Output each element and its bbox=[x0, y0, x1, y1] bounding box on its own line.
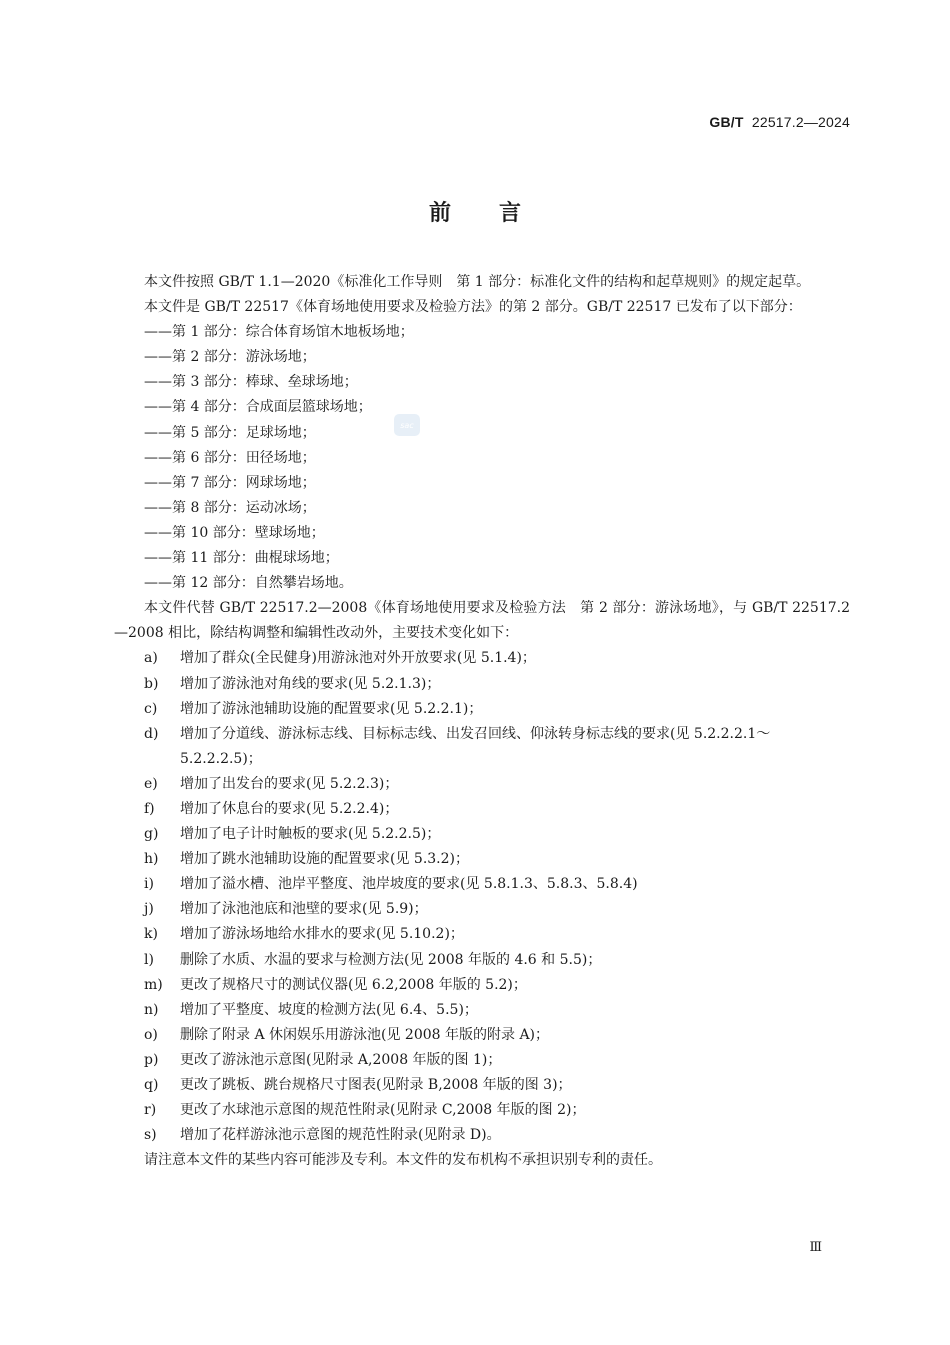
change-item-text: 删除了附录 A 休闲娱乐用游泳池(见 2008 年版的附录 A)； bbox=[180, 1026, 550, 1043]
parts-list-item: ——第 12 部分：自然攀岩场地。 bbox=[144, 575, 353, 592]
change-item-text: 增加了出发台的要求(见 5.2.2.3)； bbox=[180, 775, 399, 792]
parts-list-item: ——第 4 部分：合成面层篮球场地； bbox=[144, 399, 372, 416]
parts-list-item: ——第 10 部分：壁球场地； bbox=[144, 524, 325, 541]
change-item bbox=[114, 847, 850, 872]
change-item-text: 更改了游泳池示意图(见附录 A,2008 年版的图 1)； bbox=[180, 1051, 502, 1068]
parts-list-item: ——第 5 部分：足球场地； bbox=[144, 424, 316, 441]
change-item-text: 增加了电子计时触板的要求(见 5.2.2.5)； bbox=[180, 826, 441, 843]
standard-number: 22517.2—2024 bbox=[751, 114, 850, 130]
page-title: 前言 bbox=[428, 201, 569, 226]
change-item-label: a) bbox=[144, 650, 158, 667]
change-item bbox=[114, 948, 850, 973]
change-item-text: 增加了游泳池辅助设施的配置要求(见 5.2.2.1)； bbox=[180, 700, 483, 717]
change-item-text: 删除了水质、水温的要求与检测方法(见 2008 年版的 4.6 和 5.5)； bbox=[180, 951, 602, 968]
watermark-logo: sac bbox=[394, 414, 420, 436]
change-item-label: g) bbox=[144, 826, 159, 843]
change-item bbox=[114, 646, 850, 671]
change-item-text: 增加了分道线、游泳标志线、目标标志线、出发召回线、仰泳转身标志线的要求(见 5.2.2.2.1～5.2.2.2.5)； bbox=[180, 725, 771, 767]
parts-list-item: ——第 1 部分：综合体育场馆木地板场地； bbox=[144, 324, 414, 341]
change-item-label: j) bbox=[144, 901, 154, 918]
change-item bbox=[114, 922, 850, 947]
parts-list-item: ——第 6 部分：田径场地； bbox=[144, 449, 316, 466]
intro-paragraph-1: 本文件按照 GB/T 1.1—2020《标准化工作导则 第 1 部分：标准化文件的结构和起草规则》的规定起草。 bbox=[144, 274, 811, 290]
change-item-text: 更改了跳板、跳台规格尺寸图表(见附录 B,2008 年版的图 3)； bbox=[180, 1077, 572, 1093]
change-item bbox=[114, 1023, 850, 1048]
change-item-label: c) bbox=[144, 700, 158, 717]
change-item bbox=[114, 1123, 850, 1148]
change-item-label: s) bbox=[144, 1127, 157, 1144]
patent-notice: 请注意本文件的某些内容可能涉及专利。本文件的发布机构不承担识别专利的责任。 bbox=[144, 1152, 662, 1169]
parts-list-item: ——第 11 部分：曲棍球场地； bbox=[144, 550, 339, 567]
change-item bbox=[114, 772, 850, 797]
change-item-label: e) bbox=[144, 775, 158, 792]
change-item-label: d) bbox=[144, 725, 159, 742]
change-item-label: h) bbox=[144, 851, 159, 868]
change-item bbox=[114, 897, 850, 922]
change-item-text: 更改了规格尺寸的测试仪器(见 6.2,2008 年版的 5.2)； bbox=[180, 976, 527, 993]
change-item bbox=[114, 973, 850, 998]
change-item-label: o) bbox=[144, 1026, 158, 1043]
change-item-label: b) bbox=[144, 675, 159, 692]
parts-list-item: ——第 7 部分：网球场地； bbox=[144, 474, 316, 491]
change-item bbox=[114, 797, 850, 822]
change-item-text: 增加了花样游泳池示意图的规范性附录(见附录 D)。 bbox=[180, 1127, 501, 1144]
change-item-text: 增加了群众(全民健身)用游泳池对外开放要求(见 5.1.4)； bbox=[180, 650, 536, 667]
change-item bbox=[114, 1048, 850, 1073]
change-item-label: k) bbox=[144, 926, 158, 943]
change-item bbox=[114, 697, 850, 722]
change-item bbox=[114, 872, 850, 897]
parts-list-item: ——第 3 部分：棒球、垒球场地； bbox=[144, 374, 358, 391]
document-body bbox=[114, 270, 850, 1173]
change-item bbox=[114, 1098, 850, 1123]
change-item-label: f) bbox=[144, 800, 155, 817]
change-item-text: 增加了泳池池底和池壁的要求(见 5.9)； bbox=[180, 901, 428, 918]
change-item-label: r) bbox=[144, 1102, 157, 1119]
parts-list bbox=[114, 320, 850, 596]
change-item-label: m) bbox=[144, 976, 163, 993]
change-item bbox=[114, 822, 850, 847]
parts-list-item: ——第 8 部分：运动冰场； bbox=[144, 499, 316, 516]
standard-code: GB/T bbox=[709, 114, 744, 130]
change-item-label: q) bbox=[144, 1077, 159, 1093]
change-item-text: 增加了游泳池对角线的要求(见 5.2.1.3)； bbox=[180, 675, 441, 692]
change-item-text: 增加了平整度、坡度的检测方法(见 6.4、5.5)； bbox=[180, 1001, 478, 1018]
changes-list bbox=[114, 646, 850, 1148]
change-item-text: 更改了水球池示意图的规范性附录(见附录 C,2008 年版的图 2)； bbox=[180, 1102, 586, 1119]
change-item-label: p) bbox=[144, 1051, 159, 1068]
change-item-text: 增加了游泳场地给水排水的要求(见 5.10.2)； bbox=[180, 926, 464, 943]
change-item-label: l) bbox=[144, 951, 154, 968]
document-header bbox=[709, 114, 850, 130]
page-number: Ⅲ bbox=[809, 1240, 822, 1255]
intro-paragraph-2: 本文件是 GB/T 22517《体育场地使用要求及检验方法》的第 2 部分。GB/T 22517 已发布了以下部分： bbox=[144, 299, 802, 316]
change-item bbox=[114, 998, 850, 1023]
parts-list-item: ——第 2 部分：游泳场地； bbox=[144, 349, 316, 366]
change-item-label: i) bbox=[144, 876, 154, 893]
change-item bbox=[114, 672, 850, 697]
change-item bbox=[114, 1073, 850, 1098]
change-item-text: 增加了跳水池辅助设施的配置要求(见 5.3.2)； bbox=[180, 851, 469, 868]
change-item bbox=[114, 722, 850, 772]
change-item-text: 增加了溢水槽、池岸平整度、池岸坡度的要求(见 5.8.1.3、5.8.3、5.8.4) bbox=[180, 876, 638, 893]
change-item-label: n) bbox=[144, 1001, 159, 1018]
change-item-text: 增加了休息台的要求(见 5.2.2.4)； bbox=[180, 800, 399, 817]
replacement-paragraph: 本文件代替 GB/T 22517.2—2008《体育场地使用要求及检验方法 第 2 部分：游泳场地》，与 GB/T 22517.2—2008 相比，除结构调整和编辑性改动外，主要技术变化如下： bbox=[114, 600, 850, 642]
